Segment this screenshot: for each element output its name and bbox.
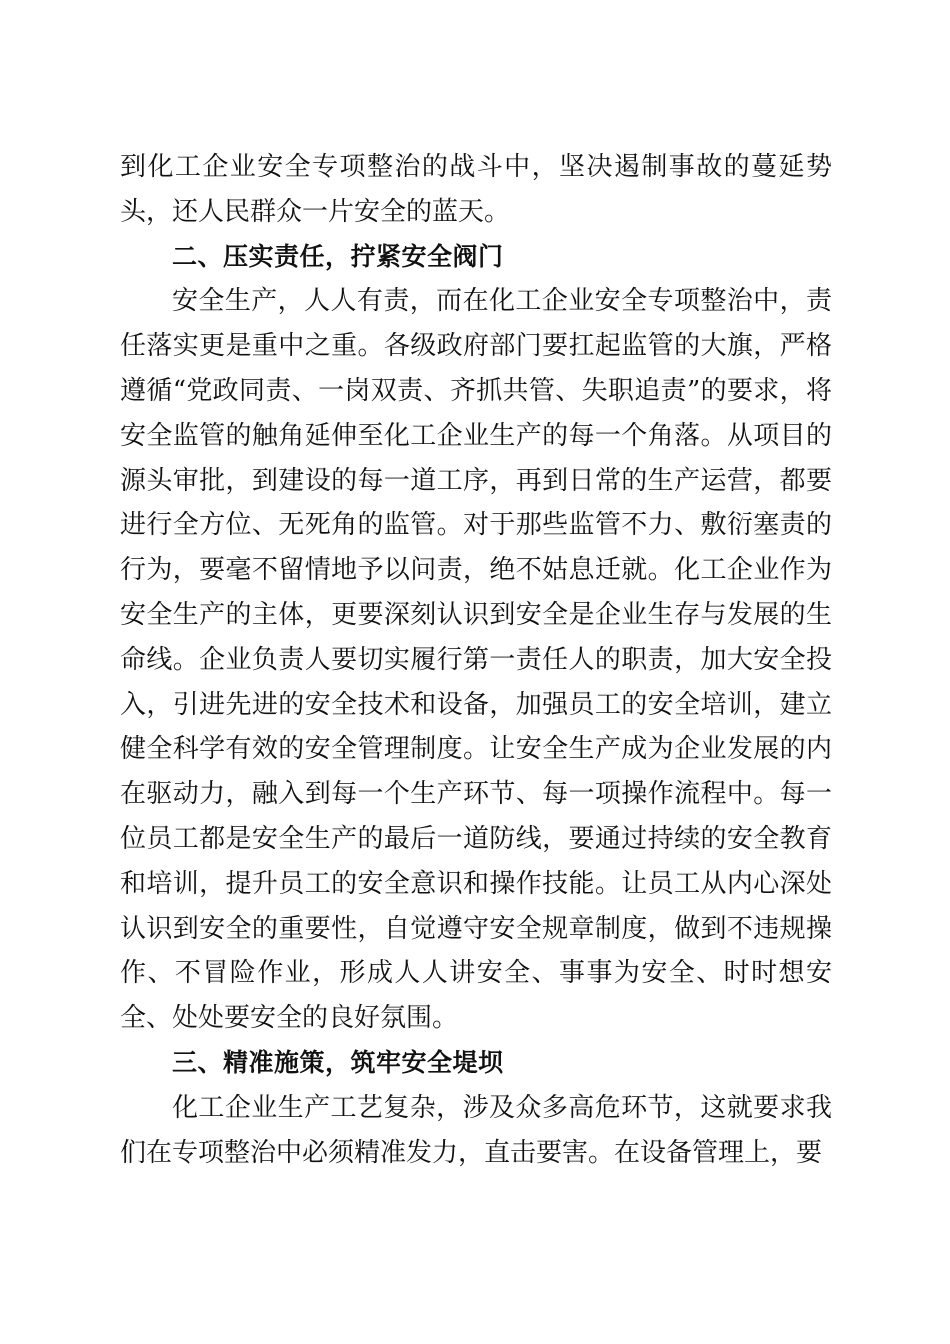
section-heading-3: 三、精准施策，筑牢安全堤坝 xyxy=(172,1047,504,1077)
paragraph-responsibility: 安全生产，人人有责，而在化工企业安全专项整治中，责任落实更是重中之重。各级政府部门要扛起监管的大旗，严格遵循“党政同责、一岗双责、齐抓共管、失职追责”的要求，将安全监管的触角延伸至化工企业生产的每一个角落。从项目的源头审批，到建设的每一道工序，再到日常的生产运营，都要进行全方位、无死角的监管。对于那些监管不力、敷衍塞责的行为，要毫不留情地予以问责，绝不姑息迁就。化工企业作为安全生产的主体，更要深刻认识到安全是企业生存与发展的生命线。企业负责人要切实履行第一责任人的职责，加大安全投入，引进先进的安全技术和设备，加强员工的安全培训，建立健全科学有效的安全管理制度。让安全生产成为企业发展的内在驱动力，融入到每一个生产环节、每一项操作流程中。每一位员工都是安全生产的最后一道防线，要通过持续的安全教育和培训，提升员工的安全意识和操作技能。让员工从内心深处认识到安全的重要性，自觉遵守安全规章制度，做到不违规操作、不冒险作业，形成人人讲安全、事事为安全、时时想安全、处处要安全的良好氛围。 xyxy=(120,286,832,1034)
paragraph-continuation: 到化工企业安全专项整治的战斗中，坚决遏制事故的蔓延势头，还人民群众一片安全的蓝天。 xyxy=(120,152,832,227)
paragraph-precise-measures: 化工企业生产工艺复杂，涉及众多高危环节，这就要求我们在专项整治中必须精准发力，直击要害。在设备管理上，要 xyxy=(120,1092,832,1168)
document-body xyxy=(120,145,832,1175)
section-heading-2: 二、压实责任，拧紧安全阀门 xyxy=(172,241,504,271)
